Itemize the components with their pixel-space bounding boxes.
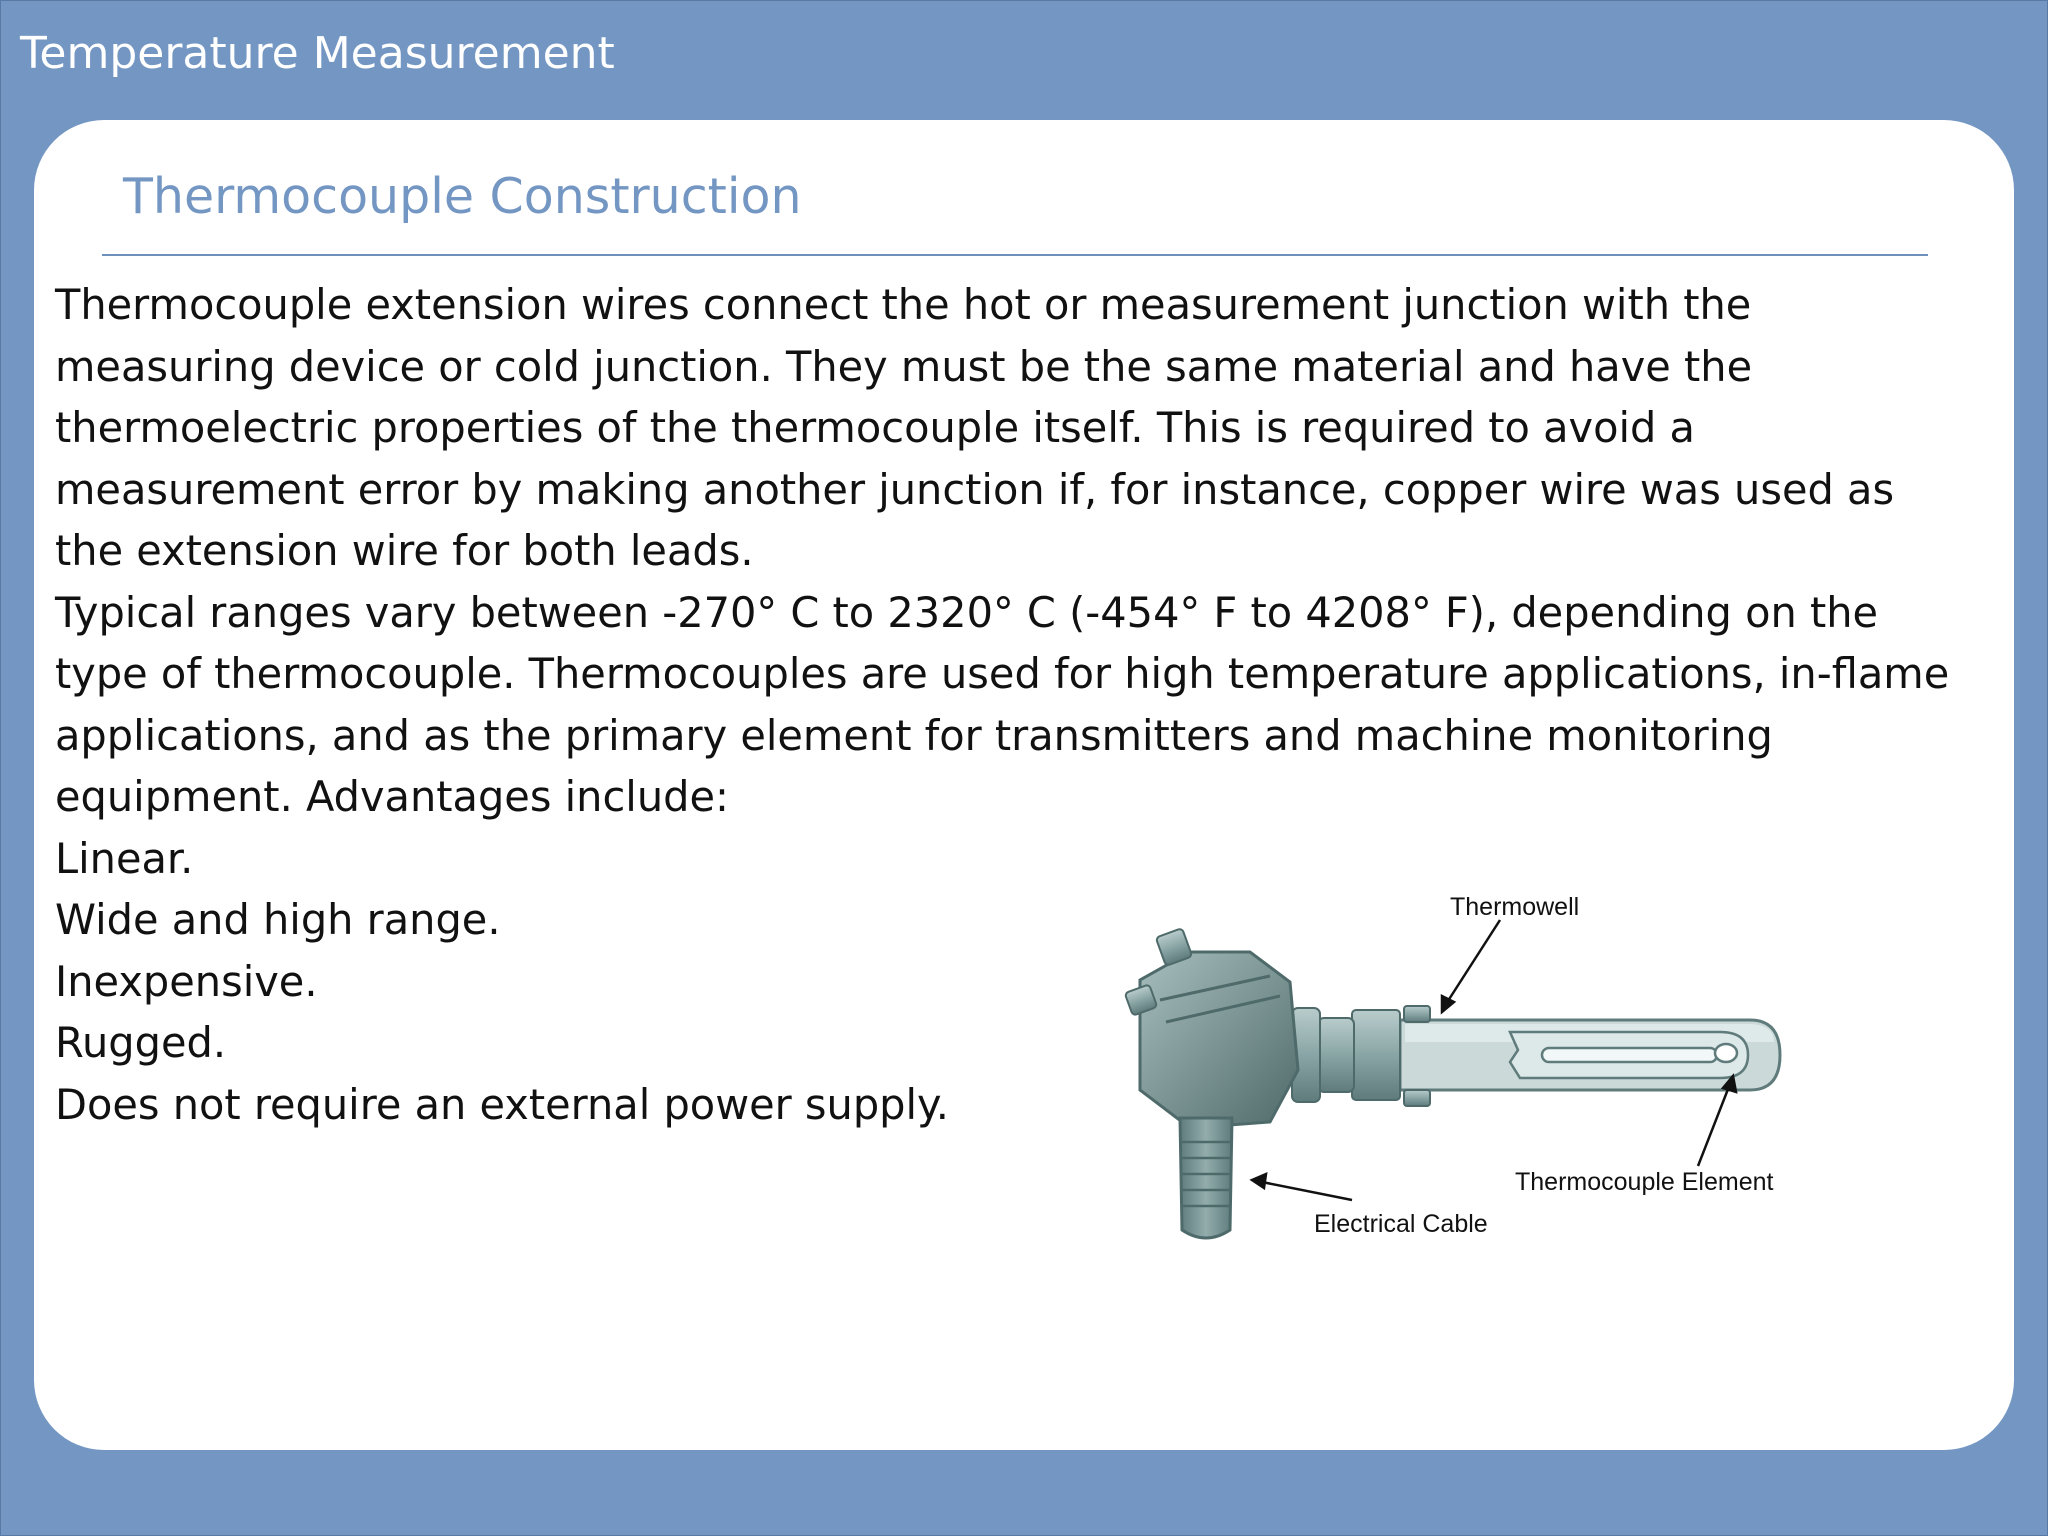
connection-head <box>1140 952 1298 1128</box>
presentation-title: Temperature Measurement <box>20 28 615 79</box>
label-thermowell: Thermowell <box>1450 893 1580 921</box>
heading-divider <box>102 254 1928 256</box>
paragraph-extension-wires: Thermocouple extension wires connect the hot or measurement junction with the measuring device or cold junction. They must be the same material and have the thermoelectric properties of the thermocouple itself. This is required to avoid a measurement error by making another junction if, for instance, copper wire was used as the extension wire for both leads. <box>55 280 1895 575</box>
label-electrical-cable: Electrical Cable <box>1314 1210 1488 1238</box>
advantage-item: Wide and high range. <box>55 895 501 944</box>
label-thermocouple-element: Thermocouple Element <box>1515 1168 1774 1196</box>
thermocouple-illustration <box>1120 890 1880 1250</box>
advantage-item: Inexpensive. <box>55 956 318 1006</box>
advantage-item: Does not require an external power supply. <box>55 1079 949 1129</box>
advantage-item: Linear. <box>55 833 194 883</box>
electrical-cable <box>1180 1118 1232 1238</box>
thermocouple-element <box>1542 1048 1717 1062</box>
paragraph-typical-ranges: Typical ranges vary between -270° C to 2320° C (-454° F to 4208° F), depending on the type of thermocouple. Thermocouples are used for high temperature applications, in-flame applications, and as the primary element for transmitters and machine monitoring equipment. Advantages include: <box>55 587 1950 821</box>
advantage-item: Rugged. <box>55 1018 227 1067</box>
thermocouple-diagram <box>1120 890 1880 1250</box>
slide-heading: Thermocouple Construction <box>123 168 802 225</box>
